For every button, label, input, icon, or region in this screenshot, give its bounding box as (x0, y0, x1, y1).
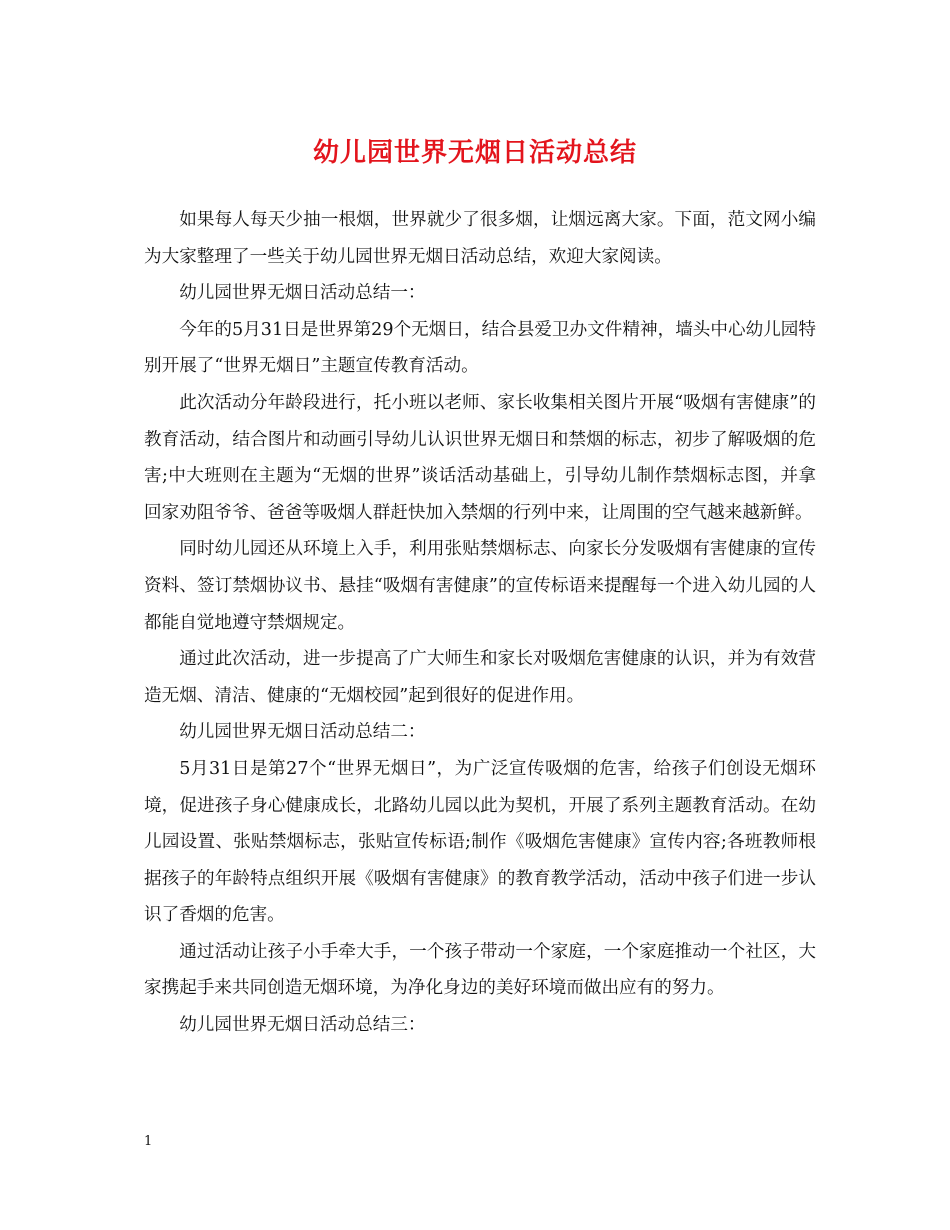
paragraph: 通过此次活动，进一步提高了广大师生和家长对吸烟危害健康的认识，并为有效营造无烟、清洁、健康的“无烟校园”起到很好的促进作用。 (144, 649, 816, 706)
paragraph: 通过活动让孩子小手牵大手，一个孩子带动一个家庭，一个家庭推动一个社区，大家携起手来共同创造无烟环境，为净化身边的美好环境而做出应有的努力。 (144, 941, 816, 999)
paragraph: 5月31日是第27个“世界无烟日”，为广泛宣传吸烟的危害，给孩子们创设无烟环境，促进孩子身心健康成长，北路幼儿园以此为契机，开展了系列主题教育活动。在幼儿园设置、张贴禁烟标志，张贴宣传标语;制作《吸烟危害健康》宣传内容;各班教师根据孩子的年龄特点组织开展《吸烟有害健康》的教育教学活动，活动中孩子们进一步认识了香烟的危害。 (144, 758, 816, 926)
paragraph: 同时幼儿园还从环境上入手，利用张贴禁烟标志、向家长分发吸烟有害健康的宣传资料、签订禁烟协议书、悬挂“吸烟有害健康”的宣传标语来提醒每一个进入幼儿园的人都能自觉地遵守禁烟规定。 (144, 539, 816, 633)
document-title: 幼儿园世界无烟日活动总结 (312, 138, 637, 168)
paragraph: 此次活动分年龄段进行，托小班以老师、家长收集相关图片开展“吸烟有害健康”的教育活动，结合图片和动画引导幼儿认识世界无烟日和禁烟的标志，初步了解吸烟的危害;中大班则在主题为“无烟的世界”谈话活动基础上，引导幼儿制作禁烟标志图，并拿回家劝阻爷爷、爸爸等吸烟人群赶快加入禁烟的行列中来，让周围的空气越来越新鲜。 (144, 392, 816, 523)
paragraph: 今年的5月31日是世界第29个无烟日，结合县爱卫办文件精神，墙头中心幼儿园特别开展了“世界无烟日”主题宣传教育活动。 (144, 319, 816, 377)
paragraph-intro: 如果每人每天少抽一根烟，世界就少了很多烟，让烟远离大家。下面，范文网小编为大家整理了一些关于幼儿园世界无烟日活动总结，欢迎大家阅读。 (144, 210, 816, 267)
section-heading-three: 幼儿园世界无烟日活动总结三： (179, 1015, 426, 1036)
page-number: 1 (144, 1134, 153, 1149)
document-body (144, 202, 816, 1044)
section-heading-two: 幼儿园世界无烟日活动总结二： (179, 722, 426, 743)
section-heading-one: 幼儿园世界无烟日活动总结一： (179, 283, 426, 304)
